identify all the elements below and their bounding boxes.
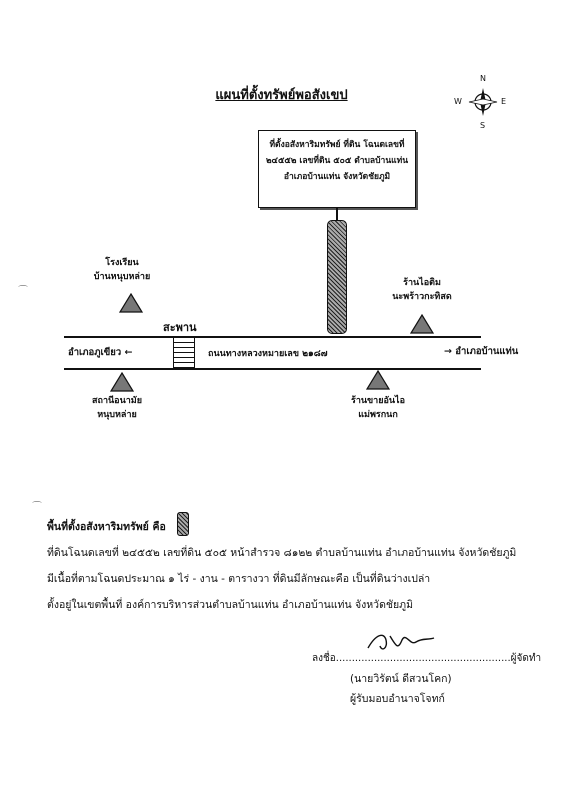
landmark-school	[82, 256, 162, 284]
bridge-icon	[173, 338, 195, 368]
landmark-school-line1: โรงเรียน	[105, 258, 139, 268]
compass-s: S	[480, 121, 486, 130]
property-legend-swatch	[177, 512, 189, 536]
landmark-shop-1	[372, 276, 472, 304]
arrow-right-icon: →	[444, 346, 452, 357]
property-plot	[327, 220, 347, 334]
signer-role: ผู้รับมอบอำนาจโจทก์	[350, 693, 445, 705]
landmark-health-station	[72, 394, 162, 422]
signature-line: ลงชื่อ.......................................................ผู้จัดทำ	[312, 653, 542, 664]
map-title: แผนที่ตั้งทรัพย์พอสังเขป	[215, 88, 348, 103]
compass-rose	[454, 74, 508, 134]
margin-mark-2: ⌒	[32, 502, 42, 513]
description-line-3: ตั้งอยู่ในเขตพื้นที่ องค์การบริหารส่วนตำบลบ้านแท่น อำเภอบ้านแท่น จังหวัดชัยภูมิ	[47, 599, 414, 611]
compass-w: W	[454, 97, 462, 106]
bridge-label: สะพาน	[163, 321, 197, 334]
callout-line-1: ที่ตั้งอสังหาริมทรัพย์ ที่ดิน โฉนดเลขที่	[269, 140, 405, 150]
description-heading: พื้นที่ตั้งอสังหาริมทรัพย์ คือ	[47, 521, 166, 533]
description-line-2: มีเนื้อที่ตามโฉนดประมาณ ๑ ไร่ - งาน - ตารางวา ที่ดินมีลักษณะคือ เป็นที่ดินว่างเปล่า	[47, 573, 431, 585]
road-end-right	[444, 344, 518, 359]
triangle-icon-shop-2	[366, 370, 390, 390]
signer-name: (นายวิรัตน์ ดีสวนโคก)	[350, 673, 452, 685]
description-line-1: ที่ดินโฉนดเลขที่ ๒๔๕๕๒ เลขที่ดิน ๕๐๕ หน้าสำรวจ ๘๑๒๒ ตำบลบ้านแท่น อำเภอบ้านแท่น จังหวัดชัยภูมิ	[47, 547, 517, 559]
road-edge-top	[64, 336, 481, 338]
triangle-icon-school	[119, 293, 143, 313]
road-edge-bottom	[64, 368, 481, 370]
road-label: ถนนทางหลวงหมายเลข ๒๑๘๗	[208, 349, 328, 359]
compass-e: E	[501, 97, 507, 106]
road-end-left-label: อำเภอภูเขียว	[68, 347, 122, 358]
road-end-left	[68, 345, 132, 360]
landmark-health-line2: หนุบหล่าย	[97, 410, 137, 420]
margin-mark-1: ⌒	[18, 286, 28, 297]
road-end-right-label: อำเภอบ้านแท่น	[455, 346, 519, 357]
landmark-shop-2-line2: แม่พรกนก	[358, 410, 398, 420]
triangle-icon-health	[110, 372, 134, 392]
callout-line-2: ๒๔๕๕๒ เลขที่ดิน ๕๐๕ ตำบลบ้านแท่น	[265, 156, 409, 166]
callout-line-3: อำเภอบ้านแท่น จังหวัดชัยภูมิ	[283, 172, 391, 182]
landmark-school-line2: บ้านหนุบหล่าย	[93, 272, 151, 282]
compass-n: N	[480, 74, 486, 83]
landmark-shop-1-line2: นะพร้าวกะทิสด	[392, 292, 452, 302]
triangle-icon-shop-1	[410, 314, 434, 334]
arrow-left-icon: ←	[124, 347, 133, 358]
landmark-health-line1: สถานีอนามัย	[92, 396, 142, 406]
landmark-shop-2	[328, 394, 428, 422]
landmark-shop-1-line1: ร้านไอติม	[403, 278, 441, 288]
property-callout-box	[258, 130, 416, 208]
landmark-shop-2-line1: ร้านขายอันไอ	[350, 396, 405, 406]
